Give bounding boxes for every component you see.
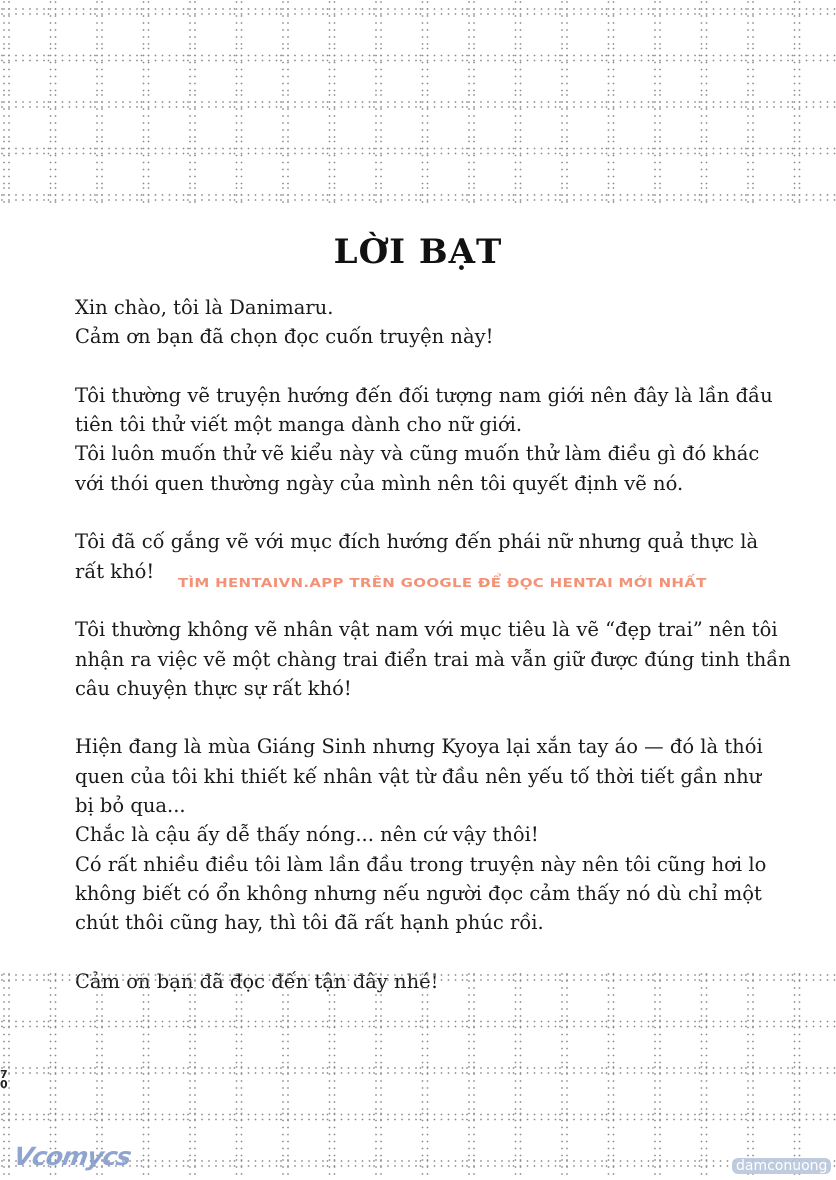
text-line: Hiện đang là mùa Giáng Sinh nhưng Kyoya lại xắn tay áo — đó là thói	[75, 735, 763, 759]
text-line: tiên tôi thử viết một manga dành cho nữ giới.	[75, 413, 523, 437]
paragraph-greeting	[75, 293, 795, 352]
text-line: không biết có ổn không nhưng nếu người đọc cảm thấy nó dù chỉ một	[75, 881, 762, 905]
text-line: chút thôi cũng hay, thì tôi đã rất hạnh phúc rồi.	[75, 911, 544, 935]
text-line: quen của tôi khi thiết kế nhân vật từ đầu nên yếu tố thời tiết gần như	[75, 764, 762, 788]
text-line: Có rất nhiều điều tôi làm lần đầu trong truyện này nên tôi cũng hơi lo	[75, 852, 767, 876]
brand-logo-left: Vcomycs	[11, 1142, 133, 1171]
text-line: Chắc là cậu ấy dễ thấy nóng... nên cứ vậy thôi!	[75, 823, 539, 847]
brand-logo-right: damconuong	[732, 1158, 831, 1174]
text-line: bị bỏ qua...	[75, 794, 186, 818]
text-line: câu chuyện thực sự rất khó!	[75, 676, 352, 700]
paragraph-handsome	[75, 615, 795, 703]
paragraph-first-manga	[75, 381, 795, 498]
page-title: LỜI BẠT	[333, 232, 503, 272]
afterword-body	[75, 293, 795, 996]
text-line: Tôi thường không vẽ nhân vật nam với mục tiêu là vẽ “đẹp trai” nên tôi	[75, 618, 778, 642]
text-line: nhận ra việc vẽ một chàng trai điển trai mà vẫn giữ được đúng tinh thần	[75, 647, 791, 671]
text-line: Tôi thường vẽ truyện hướng đến đối tượng nam giới nên đây là lần đầu	[75, 383, 773, 407]
paragraph-christmas	[75, 732, 795, 937]
top-grid-decoration	[0, 0, 836, 206]
watermark-text: TÌM HENTAIVN.APP TRÊN GOOGLE ĐỂ ĐỌC HENTAI MỚI NHẤT	[178, 576, 707, 591]
text-line: Xin chào, tôi là Danimaru.	[75, 296, 334, 319]
text-line: Tôi đã cố gắng vẽ với mục đích hướng đến phái nữ nhưng quả thực là	[75, 530, 759, 554]
page-number-digit: 0	[0, 1078, 8, 1091]
dotted-grid-pattern	[0, 0, 836, 206]
text-line: Tôi luôn muốn thử vẽ kiểu này và cũng muốn thử làm điều gì đó khác	[75, 442, 760, 466]
page-number-digit: 7	[0, 1068, 8, 1081]
page-number	[0, 1070, 8, 1090]
text-line: với thói quen thường ngày của mình nên tôi quyết định vẽ nó.	[75, 471, 684, 495]
text-line: rất khó!	[75, 559, 155, 583]
text-line: Cảm ơn bạn đã chọn đọc cuốn truyện này!	[75, 325, 494, 349]
